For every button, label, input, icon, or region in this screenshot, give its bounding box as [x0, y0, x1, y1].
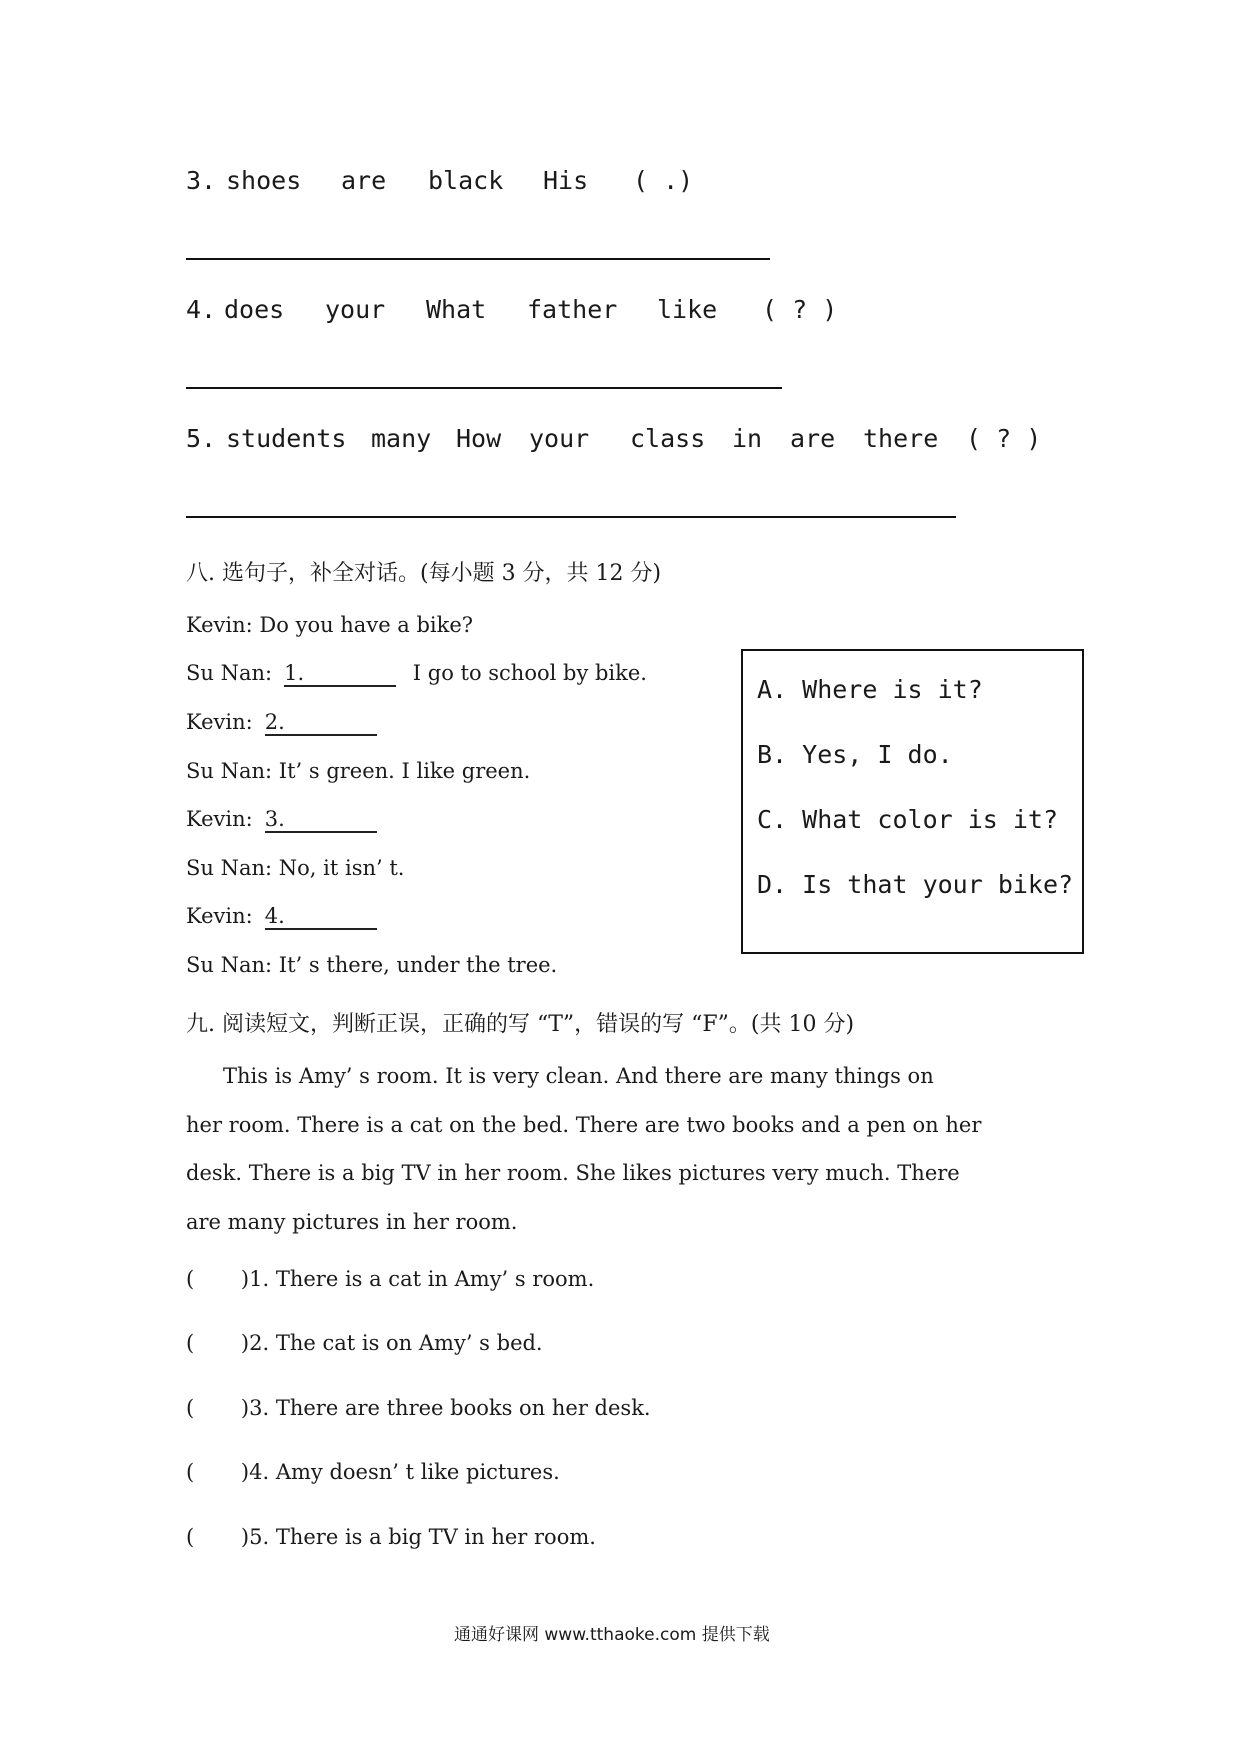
word: How	[456, 424, 502, 453]
passage-line: are many pictures in her room.	[186, 1210, 518, 1234]
reorder-question-3	[186, 166, 746, 198]
tf-question-1	[186, 1267, 594, 1291]
answer-parenthesis[interactable]: ( )	[186, 1396, 250, 1420]
question-number: 3.	[186, 166, 217, 195]
answer-blank[interactable]: 1.	[284, 661, 396, 687]
word: father	[527, 295, 618, 324]
answer-line	[186, 516, 956, 518]
dialog-line-8	[186, 953, 557, 977]
punctuation-hint: ( ? )	[762, 295, 838, 324]
section-8-heading: 八. 选句子，补全对话。(每小题 3 分，共 12 分)	[186, 561, 662, 586]
dialog-text: I go to school by bike.	[412, 661, 647, 685]
answer-blank[interactable]: 4.	[265, 904, 377, 930]
reorder-question-5	[186, 424, 1086, 456]
punctuation-hint: ( ? )	[966, 424, 1042, 453]
section-9-heading: 九. 阅读短文，判断正误，正确的写 “T”，错误的写 “F”。(共 10 分)	[186, 1012, 855, 1037]
speaker: Kevin:	[186, 710, 253, 734]
answer-blank[interactable]: 2.	[265, 710, 377, 736]
answer-parenthesis[interactable]: ( )	[186, 1525, 250, 1549]
speaker: Kevin:	[186, 904, 253, 928]
dialog-line-1	[186, 613, 473, 637]
answer-blank[interactable]: 3.	[265, 807, 377, 833]
answer-parenthesis[interactable]: ( )	[186, 1331, 250, 1355]
word: in	[732, 424, 763, 453]
option-b: B. Yes, I do.	[757, 740, 953, 769]
speaker: Su Nan:	[186, 953, 273, 977]
answer-parenthesis[interactable]: ( )	[186, 1267, 250, 1291]
dialog-line-4	[186, 759, 530, 783]
tf-question-5	[186, 1525, 596, 1549]
word: like	[657, 295, 718, 324]
option-c: C. What color is it?	[757, 805, 1059, 834]
word: What	[426, 295, 487, 324]
question-text: 1. There is a cat in Amy’ s room.	[249, 1267, 595, 1291]
punctuation-hint: ( .)	[633, 166, 694, 195]
dialog-text: Do you have a bike?	[259, 613, 474, 637]
answer-parenthesis[interactable]: ( )	[186, 1460, 250, 1484]
dialog-text: It’ s there, under the tree.	[278, 953, 558, 977]
speaker: Kevin:	[186, 613, 253, 637]
word: are	[790, 424, 836, 453]
dialog-line-5	[186, 807, 377, 833]
question-text: 4. Amy doesn’ t like pictures.	[249, 1460, 560, 1484]
word: your	[325, 295, 386, 324]
dialog-text: It’ s green. I like green.	[278, 759, 531, 783]
dialog-line-2	[186, 661, 647, 687]
question-text: 3. There are three books on her desk.	[249, 1396, 651, 1420]
dialog-line-3	[186, 710, 377, 736]
tf-question-3	[186, 1396, 651, 1420]
word: there	[863, 424, 939, 453]
word: are	[341, 166, 387, 195]
word: your	[529, 424, 590, 453]
question-number: 4.	[186, 295, 217, 324]
tf-question-2	[186, 1331, 543, 1355]
speaker: Kevin:	[186, 807, 253, 831]
word: His	[543, 166, 589, 195]
word: students	[226, 424, 347, 453]
options-box	[741, 649, 1084, 954]
question-text: 5. There is a big TV in her room.	[249, 1525, 596, 1549]
option-a: A. Where is it?	[757, 675, 983, 704]
word: class	[630, 424, 706, 453]
speaker: Su Nan:	[186, 759, 273, 783]
word: black	[428, 166, 504, 195]
passage-line: her room. There is a cat on the bed. There are two books and a pen on her	[186, 1113, 982, 1137]
question-text: 2. The cat is on Amy’ s bed.	[249, 1331, 543, 1355]
tf-question-4	[186, 1460, 560, 1484]
speaker: Su Nan:	[186, 661, 273, 685]
passage-line: This is Amy’ s room. It is very clean. And there are many things on	[223, 1064, 934, 1088]
dialog-line-6	[186, 856, 404, 880]
word: many	[371, 424, 432, 453]
question-number: 5.	[186, 424, 217, 453]
passage-line: desk. There is a big TV in her room. She likes pictures very much. There	[186, 1161, 960, 1185]
dialog-line-7	[186, 904, 377, 930]
reorder-question-4	[186, 295, 886, 327]
speaker: Su Nan:	[186, 856, 273, 880]
answer-line	[186, 387, 782, 389]
dialog-text: No, it isn’ t.	[278, 856, 405, 880]
footer-credit: 通通好课网 www.tthaoke.com 提供下载	[454, 1625, 770, 1645]
word: does	[224, 295, 285, 324]
word: shoes	[226, 166, 302, 195]
option-d: D. Is that your bike?	[757, 870, 1074, 899]
answer-line	[186, 258, 770, 260]
